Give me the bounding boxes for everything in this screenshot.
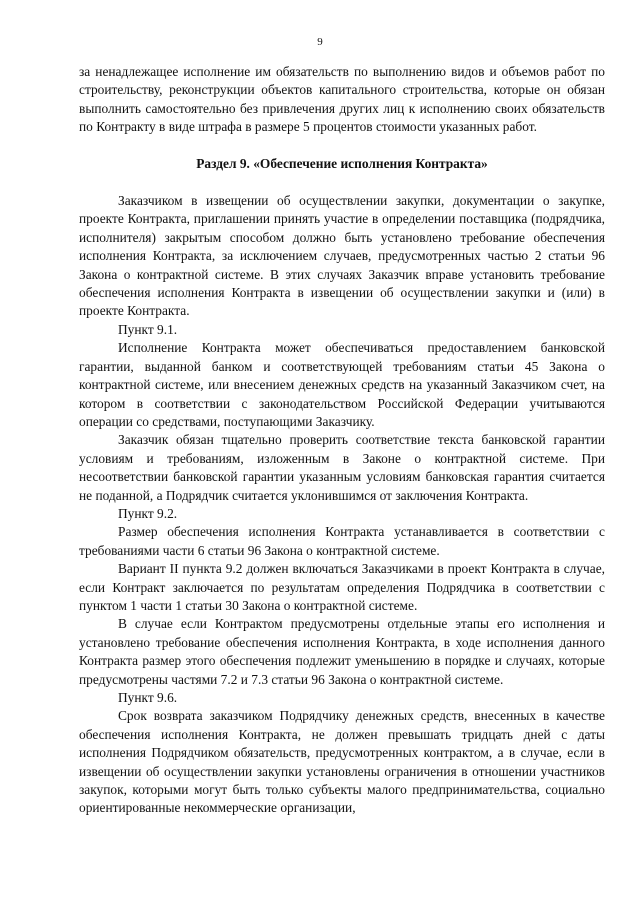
- paragraph-requirement: Заказчиком в извещении об осуществлении закупки, документации о закупке, проекте Контракта, приглашении принять участие в определении поставщика (подрядчика, исполнителя) закрытым способом должно быть установлено требование обеспечения исполнения Контракта, за исключением случаев, предусмотренных частью 2 статьи 96 Закона о контрактной системе. В этих случаях Заказчик вправе установить требование обеспечения исполнения Контракта в извещении об осуществлении закупки и (или) в проекте Контракта.: [79, 193, 605, 319]
- intro-paragraph: за ненадлежащее исполнение им обязательств по выполнению видов и объемов работ по строительству, реконструкции объектов капитального строительства, которые он обязан выполнить самостоятельно без привлечения других лиц к исполнению своих обязательств по Контракту в виде штрафа в размере 5 процентов стоимости указанных работ.: [79, 64, 605, 135]
- section-heading: Раздел 9. «Обеспечение исполнения Контракта»: [196, 155, 488, 171]
- clause-label-9-2: Пункт 9.2.: [118, 505, 178, 521]
- paragraph-stages: В случае если Контрактом предусмотрены отдельные этапы его исполнения и установлено требование обеспечения исполнения Контракта, в ходе исполнения данного Контракта размер этого обеспечения подлежит уменьшению в порядке и случаях, которые предусмотрены частями 7.2 и 7.3 статьи 96 Закона о контрактной системе.: [79, 616, 605, 687]
- page-number: 9: [317, 36, 323, 48]
- paragraph-bank-guarantee: Исполнение Контракта может обеспечиваться предоставлением банковской гарантии, выданной банком и соответствующей требованиям статьи 45 Закона о контрактной системе, или внесением денежных средств на указанный Заказчиком счет, на котором в соответствии с законодательством Российской Федерации учитываются операции со средствами, поступающими Заказчику.: [79, 340, 605, 429]
- clause-label-9-1: Пункт 9.1.: [118, 321, 178, 337]
- paragraph-refund-term: Срок возврата заказчиком Подрядчику денежных средств, внесенных в качестве обеспечения исполнения Контракта, не должен превышать тридцать дней с даты исполнения Подрядчиком обязательств, предусмотренных контрактом, а в случае, если в извещении об осуществлении закупки установлены ограничения в отношении участников закупок, которыми могут быть только субъекты малого предпринимательства, социально ориентированные некоммерческие организации,: [79, 708, 605, 816]
- paragraph-security-amount: Размер обеспечения исполнения Контракта устанавливается в соответствии с требованиями части 6 статьи 96 Закона о контрактной системе.: [79, 524, 605, 558]
- paragraph-variant-ii: Вариант II пункта 9.2 должен включаться Заказчиками в проект Контракта в случае, если Контракт заключается по результатам определения Подрядчика в соответствии с пунктом 1 части 1 статьи 30 Закона о контрактной системе.: [79, 561, 605, 613]
- clause-label-9-6: Пункт 9.6.: [118, 690, 178, 705]
- paragraph-guarantee-check: Заказчик обязан тщательно проверить соответствие текста банковской гарантии условиям и требованиям, изложенным в Законе о контрактной системе. При несоответствии банковской гарантии указанным условиям банковская гарантия считается не поданной, а Подрядчик считается уклонившимся от заключения Контракта.: [79, 432, 605, 503]
- document-body: [79, 63, 605, 818]
